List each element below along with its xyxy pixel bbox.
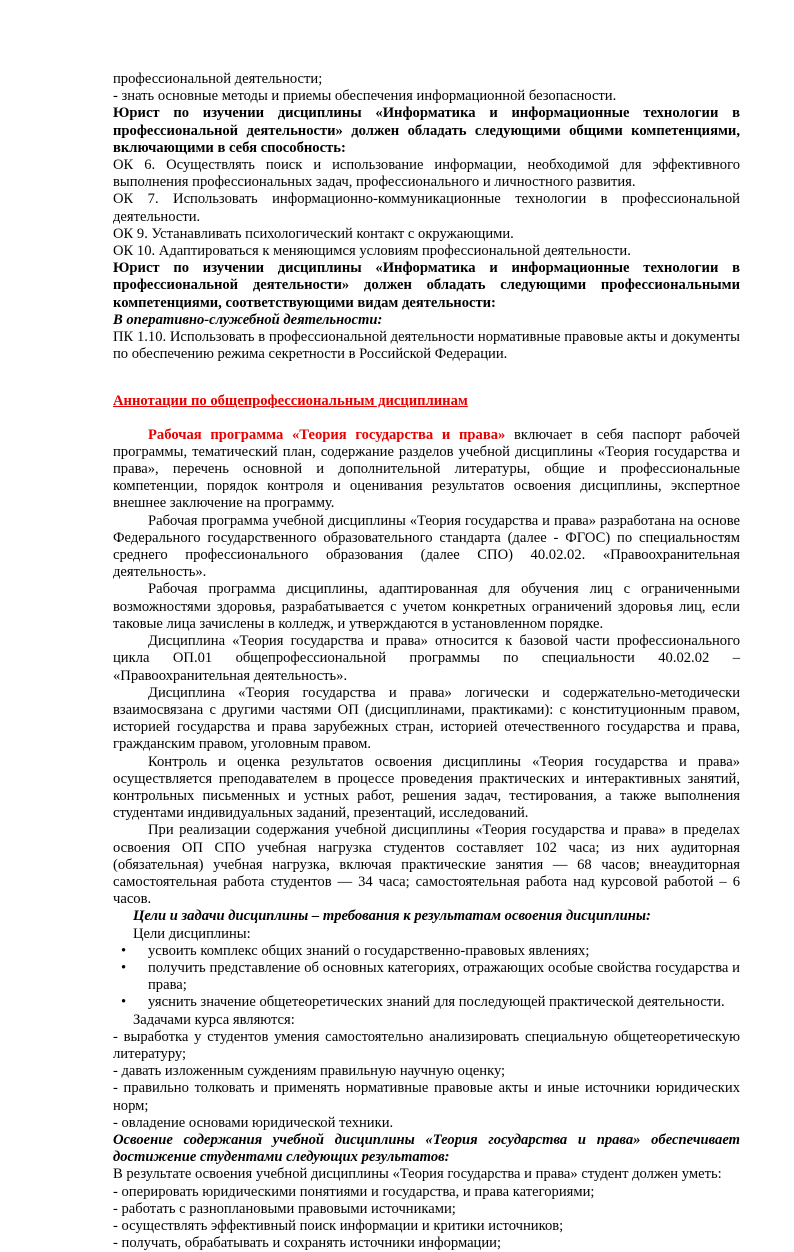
paragraph-bold [113, 105, 740, 157]
text-run: Аннотации по общепрофессиональным дисциплинам [113, 393, 468, 410]
text-run: получить представление об основных категориях, отражающих особые свойства государства и права; [148, 959, 740, 994]
text-run: - знать основные методы и приемы обеспечения информационной безопасности. [113, 88, 617, 105]
paragraph [113, 633, 740, 685]
text-run: ОК 9. Устанавливать психологический контакт с окружающими. [113, 225, 514, 242]
paragraph [113, 191, 740, 225]
text-run: усвоить комплекс общих знаний о государственно-правовых явлениях; [148, 942, 590, 959]
text-run: - правильно толковать и применять нормативные правовые акты и иные источники юридических норм; [113, 1080, 740, 1114]
text-run: Юрист по изучении дисциплины «Информатика и информационные технологии в профессиональной деятельности» должен обладать следующими профессиональными компетенциями, соответствующими видам деятельности: [113, 260, 740, 311]
text-run: ОК 7. Использовать информационно-коммуникационные технологии в профессиональной деятельности. [113, 191, 740, 225]
paragraph-bold-italic [113, 908, 740, 925]
paragraph [113, 329, 740, 363]
text-run: ОК 10. Адаптироваться к меняющимся условиям профессиональной деятельности. [113, 243, 631, 260]
text-run: - работать с разноплановыми правовыми источниками; [113, 1200, 456, 1217]
bullet-icon: • [121, 994, 127, 1011]
text-run: Задачами курса являются: [133, 1011, 295, 1028]
paragraph [113, 226, 740, 243]
text-run: Контроль и оценка результатов освоения дисциплины «Теория государства и права» осуществляется преподавателем в процессе проведения практических и интерактивных занятий, контрольных письменных и устных работ, решения задач, тестирования, а также выполнения студентами индивидуальных заданий, презентаций, исследований. [113, 753, 740, 822]
text-run: Дисциплина «Теория государства и права» относится к базовой части профессионального цикла ОП.01 общепрофессиональной программы по специальности 40.02.02 – «Правоохранительная деятельность». [113, 633, 740, 684]
paragraph [113, 754, 740, 823]
paragraph [113, 685, 740, 754]
paragraph-bold-italic [113, 1132, 740, 1166]
list-item-dash [113, 1218, 740, 1235]
text-run: В оперативно-служебной деятельности: [113, 311, 383, 328]
text-run: - овладение основами юридической техники. [113, 1114, 394, 1131]
text-run: - получать, обрабатывать и сохранять источники информации; [113, 1235, 502, 1252]
paragraph [113, 581, 740, 633]
document-body [113, 71, 740, 1252]
text-run: - оперировать юридическими понятиями и государства, и права категориями; [113, 1183, 595, 1200]
paragraph [113, 243, 740, 260]
text-run: ОК 6. Осуществлять поиск и использование информации, необходимой для эффективного выполнения профессиональных задач, профессионального и личностного развития. [113, 157, 740, 191]
paragraph [113, 926, 740, 943]
paragraph-bold [113, 260, 740, 312]
text-run: - выработка у студентов умения самостоятельно анализировать специальную общетеоретическую литературу; [113, 1028, 740, 1062]
text-run: - осуществлять эффективный поиск информации и критики источников; [113, 1218, 564, 1234]
text-run: Дисциплина «Теория государства и права» логически и содержательно-методически взаимосвязана с другими частями ОП (дисциплинами, практиками): с конституционным правом, историей государства и права зарубежных стран, историей отечественного государства и права, гражданским правом, уголовным правом. [113, 684, 740, 753]
list-item-dash [113, 1080, 740, 1114]
paragraph-bold-italic [113, 312, 740, 329]
text-run: Рабочая программа учебной дисциплины «Теория государства и права» разработана на основе Федерального государственного образовательного стандарта (далее - ФГОС) по специальностям среднего профессионального образования (далее СПО) 40.02.02. «Правоохранительная деятельность». [113, 512, 740, 581]
list-item-dash [113, 88, 740, 105]
text-run: включает в себя паспорт рабочей программы, тематический план, содержание разделов учебной дисциплины «Теория государства и права», перечень основной и дополнительной литературы, общие и профессиональные компетенции, порядок контроля и оценивания результатов освоения дисциплины, экспертное внешнее заключение на программу. [113, 426, 741, 512]
text-run: При реализации содержания учебной дисциплины «Теория государства и права» в пределах освоения ОП СПО учебная нагрузка студентов составляет 102 часа; из них аудиторная (обязательная) учебная нагрузка, включая практические занятия — 68 часов; внеаудиторная самостоятельная работа студентов — 34 часа; самостоятельная работа над курсовой работой – 6 часов. [113, 822, 740, 908]
paragraph [113, 71, 740, 88]
section-heading [113, 393, 740, 410]
bullet-item [113, 943, 740, 960]
paragraph [113, 427, 740, 513]
bullet-icon: • [121, 959, 127, 976]
text-run: В результате освоения учебной дисциплины «Теория государства и права» студент должен уметь: [113, 1166, 722, 1183]
paragraph [113, 822, 740, 908]
paragraph [113, 1012, 740, 1029]
text-run: уяснить значение общетеоретических знаний для последующей практической деятельности. [148, 994, 725, 1011]
paragraph [113, 157, 740, 191]
list-item-dash [113, 1115, 740, 1132]
text-run: Юрист по изучении дисциплины «Информатика и информационные технологии в профессиональной деятельности» должен обладать следующими общими компетенциями, включающими в себя способность: [113, 105, 740, 156]
paragraph [113, 513, 740, 582]
paragraph [113, 1166, 740, 1183]
text-run: Цели дисциплины: [133, 925, 251, 942]
list-item-dash [113, 1235, 740, 1252]
text-run: Цели и задачи дисциплины – требования к результатам освоения дисциплины: [133, 908, 651, 925]
text-run: ПК 1.10. Использовать в профессиональной деятельности нормативные правовые акты и документы по обеспечению режима секретности в Российской Федерации. [113, 329, 740, 363]
text-run: - давать изложенным суждениям правильную научную оценку; [113, 1063, 506, 1080]
list-item-dash [113, 1029, 740, 1063]
text-run: профессиональной деятельности; [113, 71, 323, 87]
bullet-icon: • [121, 942, 127, 959]
bullet-item [113, 960, 740, 994]
text-run: Рабочая программа «Теория государства и права» [148, 426, 506, 443]
list-item-dash [113, 1184, 740, 1201]
bullet-item [113, 994, 740, 1011]
text-run: Освоение содержания учебной дисциплины «Теория государства и права» обеспечивает достижение студентами следующих результатов: [113, 1131, 740, 1166]
list-item-dash [113, 1201, 740, 1218]
text-run: Рабочая программа дисциплины, адаптированная для обучения лиц с ограниченными возможностями здоровья, разрабатывается с учетом конкретных ограничений здоровья лиц, если таковые лица зачислены в колледж, и утверждаются в установленном порядке. [113, 581, 740, 632]
list-item-dash [113, 1063, 740, 1080]
